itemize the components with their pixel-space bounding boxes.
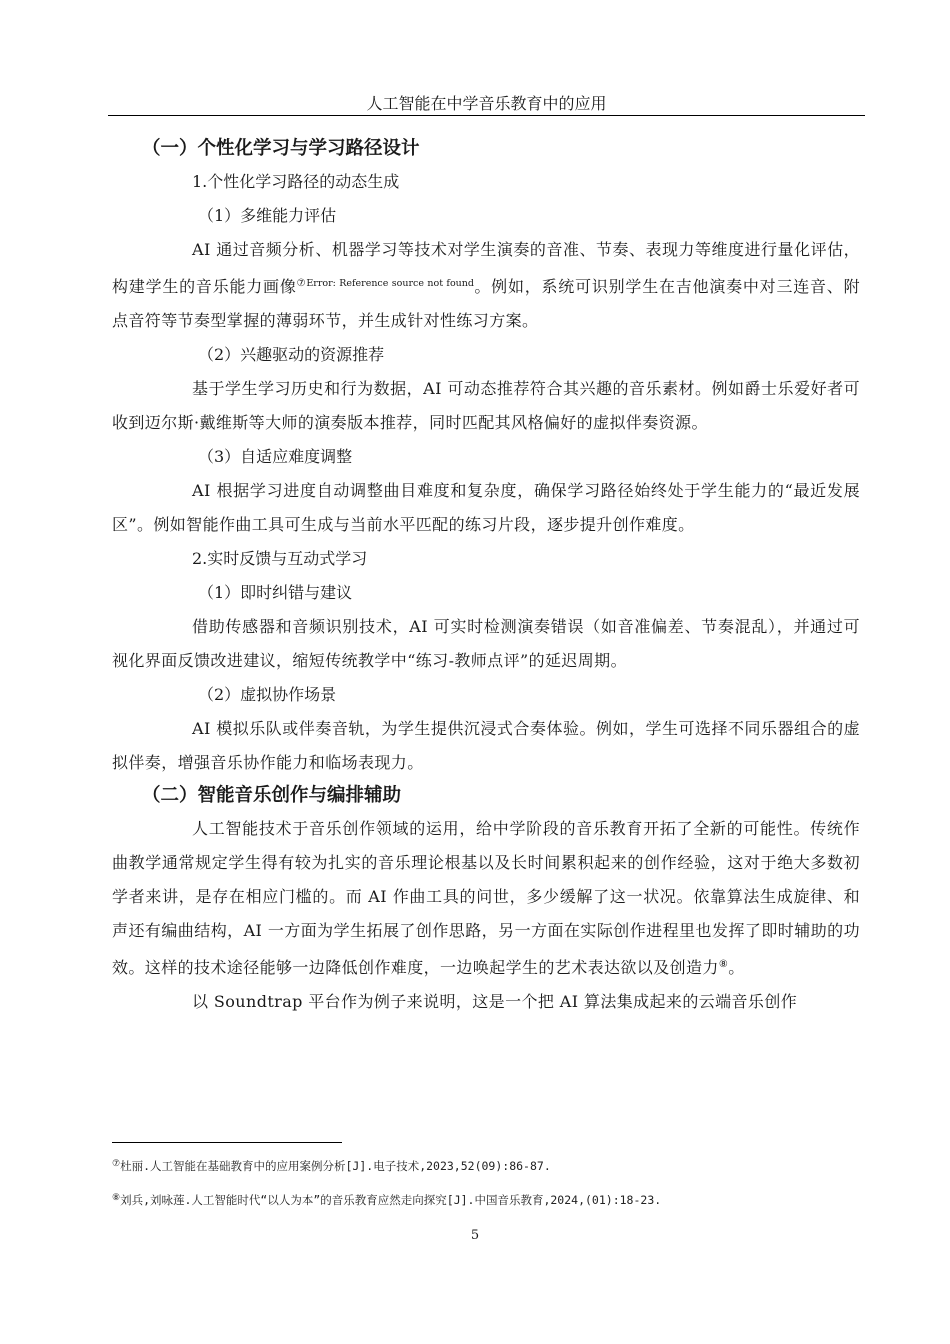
running-header: 人工智能在中学音乐教育中的应用	[108, 94, 865, 116]
body-content	[112, 133, 860, 1019]
paragraph-1-1-text-a: AI 通过音频分析、机器学习等技术对学生演奏的音准、节奏、表现力等维度进行量化评估，构建学生的音乐能力画像	[112, 240, 860, 296]
paragraph-3-1	[112, 812, 860, 985]
footnote-mark-8: ⑧	[112, 1193, 121, 1203]
subsection-heading-2: 2.实时反馈与互动式学习	[192, 549, 368, 568]
paragraph-3-1-end: 。	[728, 958, 745, 977]
page-number: 5	[470, 1228, 480, 1243]
section-heading-2: （二）智能音乐创作与编排辅助	[142, 785, 402, 806]
footnote-7	[112, 1156, 551, 1174]
item-heading-2-2: （2）虚拟协作场景	[198, 685, 337, 704]
footnote-ref-8: ⑧	[718, 959, 729, 970]
item-heading-1-2: （2）兴趣驱动的资源推荐	[198, 345, 385, 364]
paragraph-2-1: 借助传感器和音频识别技术，AI 可实时检测演奏错误（如音准偏差、节奏混乱），并通过可视化界面反馈改进建议，缩短传统教学中“练习-教师点评”的延迟周期。	[112, 617, 860, 670]
footnote-8	[112, 1190, 661, 1208]
subsection-heading-1: 1.个性化学习路径的动态生成	[192, 172, 400, 191]
item-heading-2-1: （1）即时纠错与建议	[198, 583, 353, 602]
paragraph-1-2: 基于学生学习历史和行为数据，AI 可动态推荐符合其兴趣的音乐素材。例如爵士乐爱好者可收到迈尔斯·戴维斯等大师的演奏版本推荐，同时匹配其风格偏好的虚拟伴奏资源。	[112, 379, 860, 432]
item-heading-1-3: （3）自适应难度调整	[198, 447, 353, 466]
reference-error: Error: Reference source not found	[306, 278, 474, 289]
footnote-separator	[112, 1142, 342, 1143]
section-heading-1: （一）个性化学习与学习路径设计	[142, 138, 420, 159]
footnote-text-8: 刘兵,刘咏莲.人工智能时代“以人为本”的音乐教育应然走向探究[J].中国音乐教育,2024,(01):18-23.	[120, 1193, 662, 1207]
footnote-ref-7: ⑦	[296, 278, 307, 289]
item-heading-1-1: （1）多维能力评估	[198, 206, 337, 225]
paragraph-3-1-text: 人工智能技术于音乐创作领域的运用，给中学阶段的音乐教育开拓了全新的可能性。传统作曲教学通常规定学生得有较为扎实的音乐理论根基以及长时间累积起来的创作经验，这对于绝大多数初学者来讲，是存在相应门槛的。而 AI 作曲工具的问世，多少缓解了这一状况。依靠算法生成旋律、和声还有编曲结构，AI 一方面为学生拓展了创作思路，另一方面在实际创作进程里也发挥了即时辅助的功效。这样的技术途径能够一边降低创作难度，一边唤起学生的艺术表达欲以及创造力	[112, 819, 860, 977]
paragraph-3-2: 以 Soundtrap 平台作为例子来说明，这是一个把 AI 算法集成起来的云端音乐创作	[192, 992, 798, 1011]
paragraph-1-3: AI 根据学习进度自动调整曲目难度和复杂度，确保学习路径始终处于学生能力的“最近发展区”。例如智能作曲工具可生成与当前水平匹配的练习片段，逐步提升创作难度。	[112, 481, 860, 534]
paragraph-1-1-text-b: 。例如，系统可识别学生在吉他演奏中对三连音、附点音符等节奏型掌握的薄弱环节，并生成针对性练习方案。	[112, 277, 860, 330]
footnote-text-7: 杜丽.人工智能在基础教育中的应用案例分析[J].电子技术,2023,52(09):86-87.	[120, 1159, 551, 1173]
footnote-mark-7: ⑦	[112, 1159, 121, 1169]
paragraph-2-2: AI 模拟乐队或伴奏音轨，为学生提供沉浸式合奏体验。例如，学生可选择不同乐器组合的虚拟伴奏，增强音乐协作能力和临场表现力。	[112, 719, 860, 772]
paragraph-1-1	[112, 233, 860, 338]
